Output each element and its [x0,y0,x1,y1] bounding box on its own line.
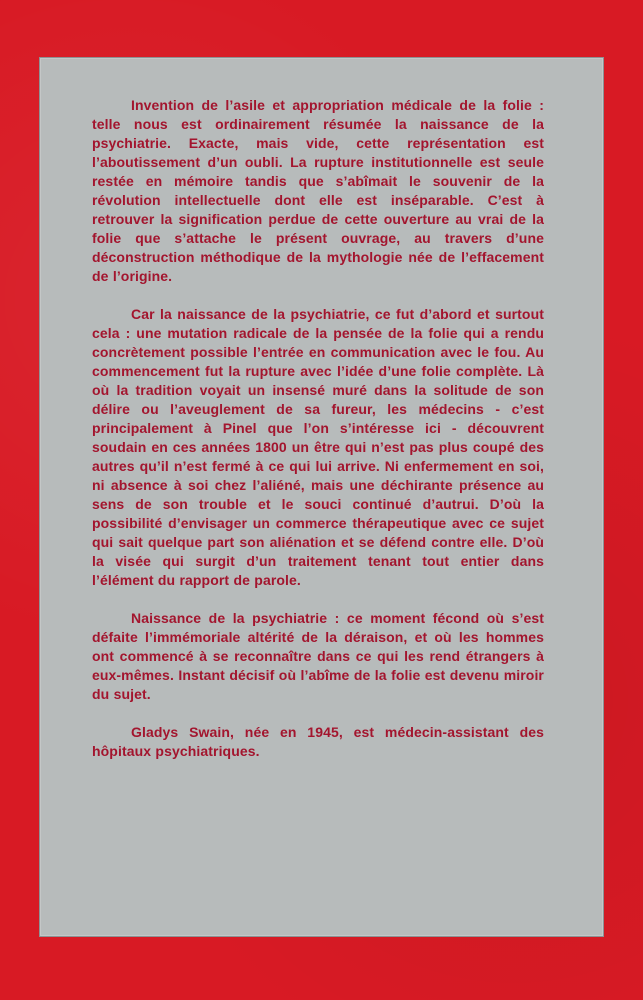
paragraph-3: Naissance de la psychiatrie : ce moment fécond où s’est défaite l’immémoriale altérité de la déraison, et où les hommes ont commencé à se reconnaître dans ce qui les rend étrangers à eux-mêmes. Instant décisif où l’abîme de la folie est devenu miroir du sujet. [92,610,544,702]
author-note: Gladys Swain, née en 1945, est médecin-assistant des hôpitaux psychiatriques. [92,724,544,759]
paragraph-2: Car la naissance de la psychiatrie, ce fut d’abord et surtout cela : une mutation radicale de la pensée de la folie qui a rendu concrètement possible l’entrée en communication avec le fou. Au commencement fut la rupture avec l’idée d’une folie complète. Là où la tradition voyait un insensé muré dans la solitude de son délire ou l’aveuglement de sa fureur, les médecins - c’est principalement à Pinel que l’on s’intéresse ici - découvrent soudain en ces années 1800 un être qui n’est pas plus coupé des autres qu’il n’est fermé à ce qui lui arrive. Ni enfermement en soi, ni absence à soi chez l’aliéné, mais une déchirante présence au sens de son trouble et le souci continué d’autrui. D’où la possibilité d’envisager un commerce thérapeutique avec ce sujet qui sait quelque part son aliénation et se défend contre elle. D’où la visée qui surgit d’un traitement tenant tout entier dans l’élément du rapport de parole. [92,306,544,588]
back-cover-text [92,96,544,761]
paragraph-1: Invention de l’asile et appropriation médicale de la folie : telle nous est ordinairement résumée la naissance de la psychiatrie. Exacte, mais vide, cette représentation est l’aboutissement d’un oubli. La rupture institutionnelle est seule restée en mémoire tandis que s’abîmait le souvenir de la révolution intellectuelle dont elle est inséparable. C’est à retrouver la signification perdue de cette ouverture au vrai de la folie que s’attache le présent ouvrage, au travers d’une déconstruction méthodique de la mythologie née de l’effacement de l’origine. [92,97,544,284]
